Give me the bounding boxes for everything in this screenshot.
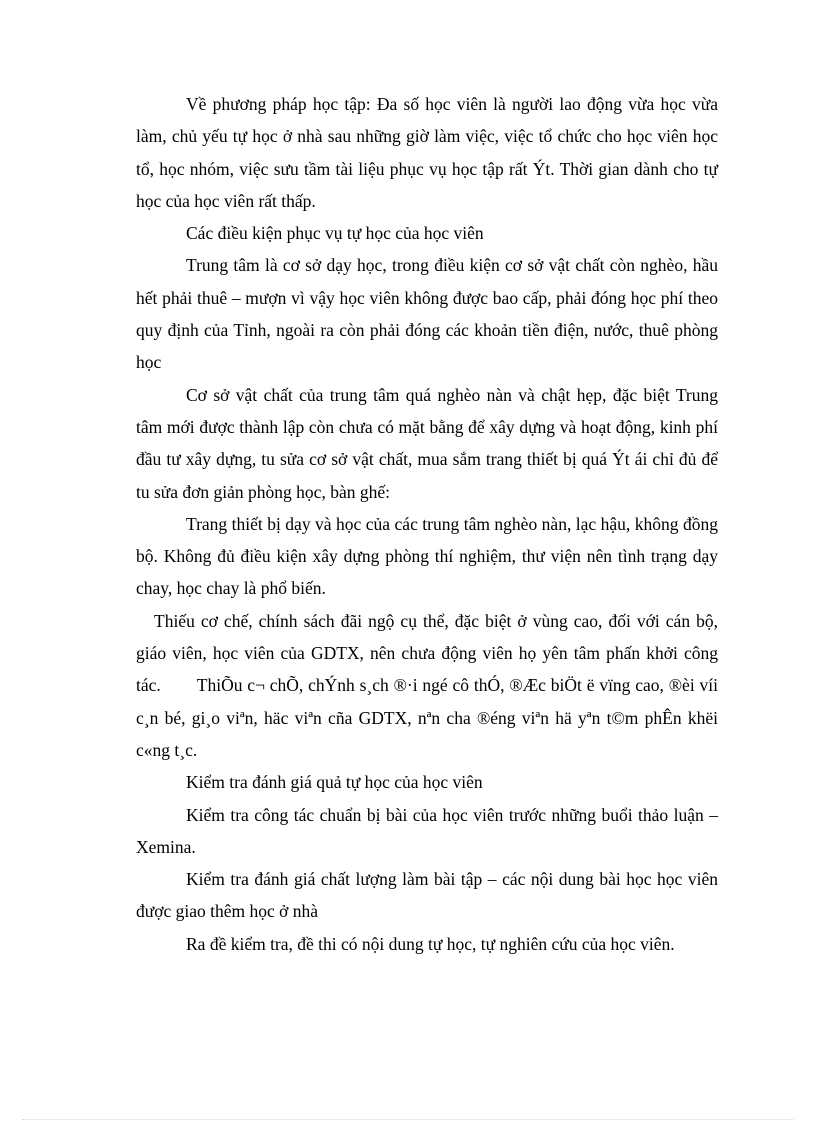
- paragraph-policy-mixed-encoding: [136, 605, 718, 766]
- paragraph-assessment-tests: Ra đề kiểm tra, đề thi có nội dung tự học, tự nghiên cứu của học viên.: [186, 933, 675, 954]
- paragraph-assessment-homework: Kiểm tra đánh giá chất lượng làm bài tập – các nội dung bài học học viên được giao thêm học ở nhà: [136, 869, 718, 922]
- paragraph-study-methods: Về phương pháp học tập: Đa số học viên là người lao động vừa học vừa làm, chủ yếu tự học ở nhà sau những giờ làm việc, việc tổ chức cho học viên học tổ, học nhóm, việc sưu tầm tài liệu phục vụ học tập rất Ýt. Thời gian dành cho tự học của học viên rất thấp.: [136, 94, 718, 211]
- section-heading-assessment: Kiểm tra đánh giá quả tự học của học viên: [186, 772, 483, 793]
- paragraph-center-facilities: Trung tâm là cơ sở dạy học, trong điều kiện cơ sở vật chất còn nghèo, hầu hết phải thuê – mượn vì vậy học viên không được bao cấp, phải đóng học phí theo quy định của Tỉnh, ngoài ra còn phải đóng các khoản tiền điện, nước, thuê phòng học: [136, 255, 718, 373]
- paragraph-policy-garbled-text: ThiÕu c¬ chÕ, chÝnh s¸ch ®·i ngé cô thÓ, ®Æc biÖt ë vïng cao, ®èi víi c¸n bé, gi¸o viªn, häc viªn cña GDTX, nªn cha ®éng viªn hä yªn t©m phÊn khëi c«ng t¸c.: [136, 675, 718, 760]
- paragraph-equipment: Trang thiết bị dạy và học của các trung tâm nghèo nàn, lạc hậu, không đồng bộ. Không đủ điều kiện xây dựng phòng thí nghiệm, thư viện nên tình trạng dạy chay, học chay là phổ biến.: [136, 513, 718, 599]
- paragraph-policy-text: Thiếu cơ chế, chính sách đãi ngộ cụ thể, đặc biệt ở vùng cao, đối với cán bộ, giáo viên, học viên của GDTX, nên chưa động viên họ yên tâm phấn khởi công tác.: [136, 610, 718, 696]
- page-bottom-dotted-rule: [22, 1119, 794, 1120]
- document-body: [136, 88, 718, 960]
- paragraph-infrastructure: Cơ sở vật chất của trung tâm quá nghèo nàn và chật hẹp, đặc biệt Trung tâm mới được thành lập còn chưa có mặt bằng để xây dựng và hoạt động, kinh phí đầu tư xây dựng, tu sửa cơ sở vật chất, mua sắm trang thiết bị quá Ýt ái chỉ đủ để tu sửa đơn giản phòng học, bàn ghế:: [136, 384, 718, 502]
- section-heading-self-study-conditions: Các điều kiện phục vụ tự học của học viên: [186, 223, 484, 244]
- paragraph-assessment-preparation: Kiểm tra công tác chuẩn bị bài của học viên trước những buổi thảo luận – Xemina.: [136, 804, 718, 857]
